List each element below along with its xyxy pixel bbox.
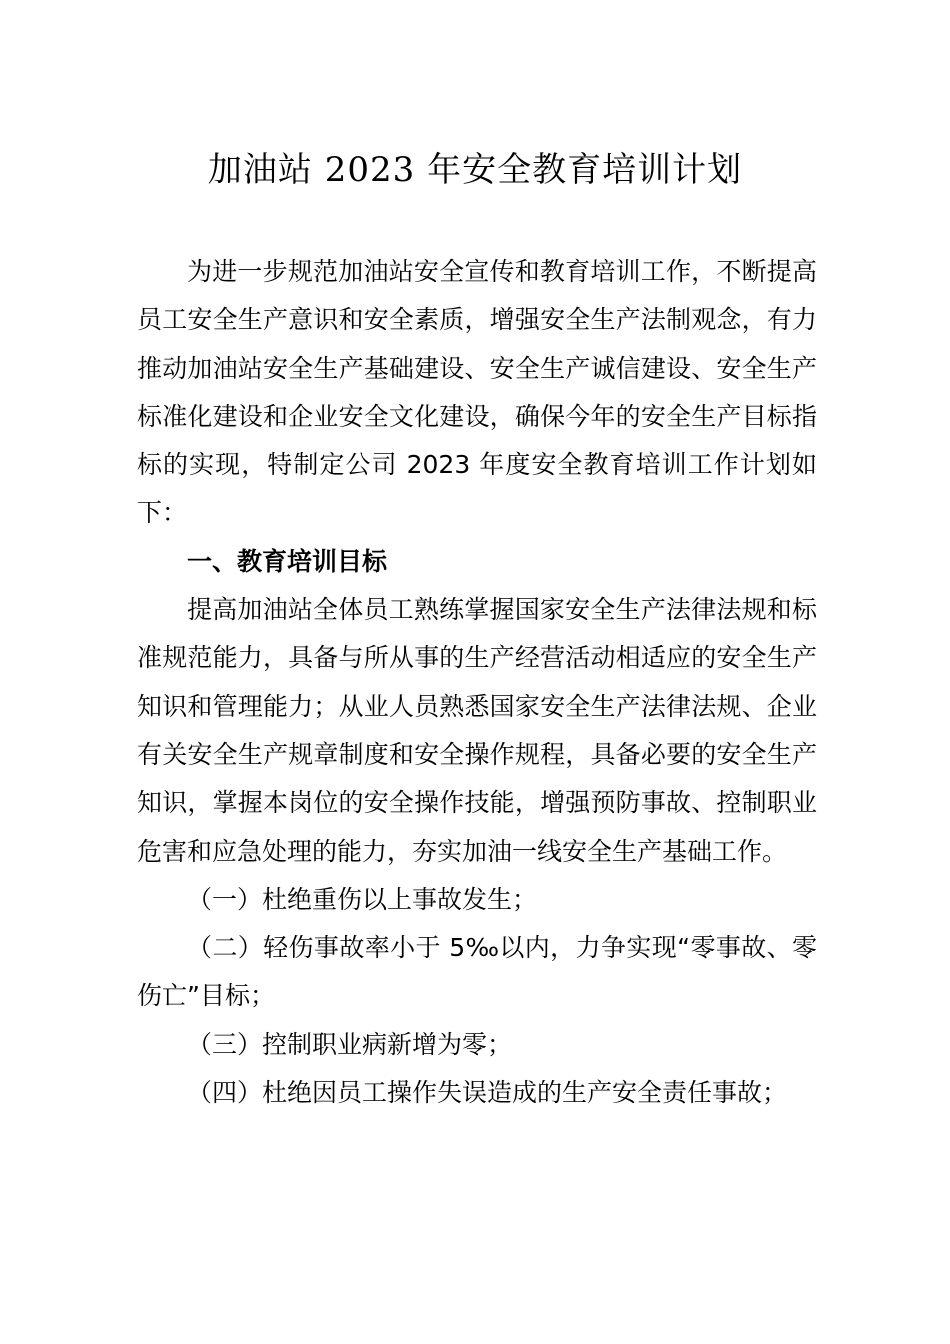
goals-paragraph: 提高加油站全体员工熟练掌握国家安全生产法律法规和标准规范能力，具备与所从事的生产经营活动相适应的安全生产知识和管理能力；从业人员熟悉国家安全生产法律法规、企业有关安全生产规章制度和安全操作规程，具备必要的安全生产知识，掌握本岗位的安全操作技能，增强预防事故、控制职业危害和应急处理的能力，夯实加油一线安全生产基础工作。 — [137, 595, 817, 866]
goal-item-4: （四）杜绝因员工操作失误造成的生产安全责任事故； — [187, 1078, 788, 1108]
goal-item-1: （一）杜绝重伤以上事故发生； — [187, 884, 538, 914]
section-heading-training-goals: 一、教育培训目标 — [187, 546, 388, 576]
document-title: 加油站 2023 年安全教育培训计划 — [207, 150, 743, 190]
intro-paragraph: 为进一步规范加油站安全宣传和教育培训工作，不断提高员工安全生产意识和安全素质，增强安全生产法制观念，有力推动加油站安全生产基础建设、安全生产诚信建设、安全生产标准化建设和企业安全文化建设，确保今年的安全生产目标指标的实现，特制定公司 2023 年度安全教育培训工作计划如下： — [137, 257, 817, 528]
document-body — [137, 248, 817, 1117]
goal-item-3: （三）控制职业病新增为零； — [187, 1029, 513, 1059]
goal-item-2: （二）轻伤事故率小于 5‰以内，力争实现“零事故、零伤亡”目标； — [137, 933, 817, 1011]
